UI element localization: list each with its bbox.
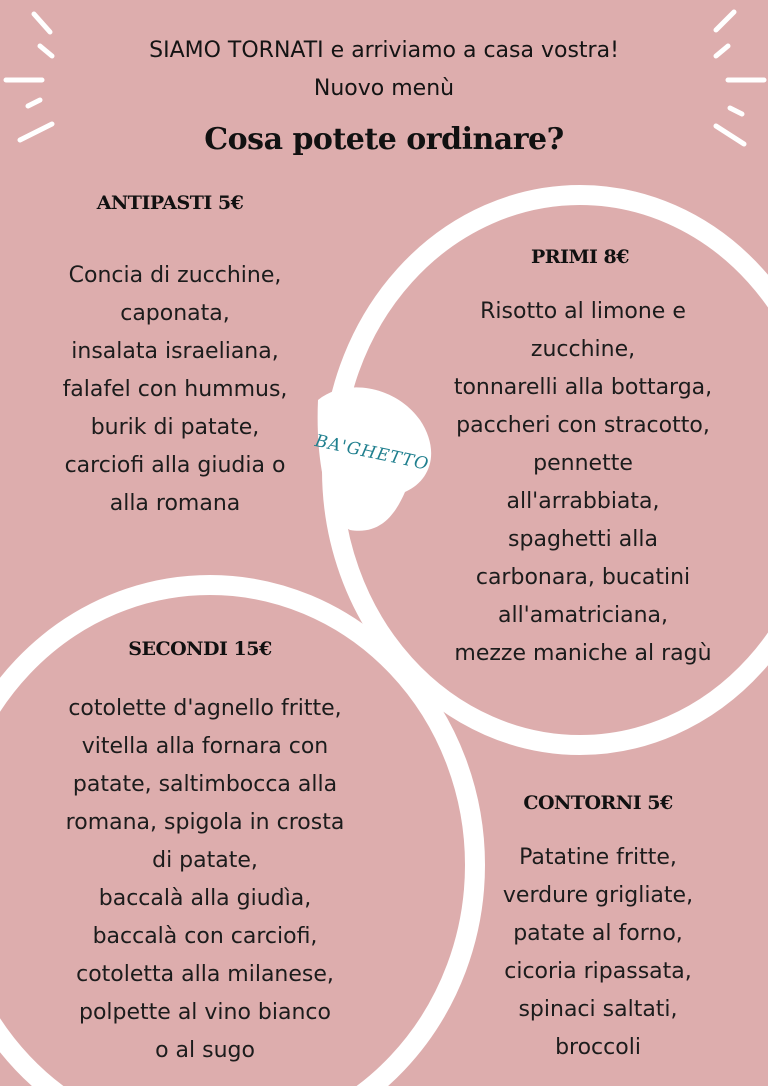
menu-item: all'amatriciana,	[497, 603, 669, 628]
menu-item: Risotto al limone e	[480, 299, 686, 324]
menu-item: carbonara, bucatini	[475, 565, 691, 590]
menu-item: tonnarelli alla bottarga,	[453, 375, 713, 400]
menu-item: di patate,	[152, 848, 258, 873]
menu-item: baccalà alla giudìa,	[98, 886, 312, 911]
section-items-antipasti	[20, 257, 330, 523]
menu-item: broccoli	[555, 1035, 641, 1060]
menu-item: alla romana	[109, 491, 241, 516]
menu-item: insalata israeliana,	[71, 339, 279, 364]
section-items-secondi	[20, 690, 390, 1070]
menu-item: all'arrabbiata,	[506, 489, 660, 514]
section-title-secondi: SECONDI 15€	[128, 638, 272, 660]
menu-item: cotoletta alla milanese,	[76, 962, 334, 987]
section-items-primi	[418, 293, 748, 673]
menu-item: burik di patate,	[90, 415, 260, 440]
menu-item: polpette al vino bianco	[79, 1000, 331, 1025]
menu-item: romana, spigola in crosta	[65, 810, 345, 835]
section-title-primi: PRIMI 8€	[531, 246, 629, 268]
menu-item: falafel con hummus,	[62, 377, 288, 402]
page-title: Cosa potete ordinare?	[204, 122, 564, 157]
menu-item: spinaci saltati,	[518, 997, 678, 1022]
menu-item: Patatine fritte,	[519, 845, 677, 870]
menu-item: pennette	[533, 451, 633, 476]
menu-item: vitella alla fornara con	[81, 734, 329, 759]
menu-item: caponata,	[120, 301, 230, 326]
menu-item: verdure grigliate,	[502, 883, 694, 908]
menu-item: o al sugo	[155, 1038, 255, 1063]
section-items-contorni	[448, 839, 748, 1067]
menu-item: zucchine,	[530, 337, 636, 362]
menu-item: carciofi alla giudia o	[64, 453, 286, 478]
menu-item: spaghetti alla	[508, 527, 658, 552]
section-title-contorni: CONTORNI 5€	[523, 792, 673, 814]
menu-item: cicoria ripassata,	[504, 959, 692, 984]
menu-item: patate al forno,	[513, 921, 683, 946]
menu-item: baccalà con carciofi,	[92, 924, 318, 949]
header-line-1: SIAMO TORNATI e arriviamo a casa vostra!	[149, 38, 619, 63]
menu-item: mezze maniche al ragù	[454, 641, 712, 666]
menu-item: paccheri con stracotto,	[456, 413, 710, 438]
restaurant-logo: BA'GHETTO	[313, 431, 431, 475]
menu-item: Concia di zucchine,	[68, 263, 282, 288]
menu-item: patate, saltimbocca alla	[72, 772, 338, 797]
section-title-antipasti: ANTIPASTI 5€	[96, 192, 244, 214]
header-line-2: Nuovo menù	[313, 76, 455, 101]
menu-item: cotolette d'agnello fritte,	[68, 696, 342, 721]
